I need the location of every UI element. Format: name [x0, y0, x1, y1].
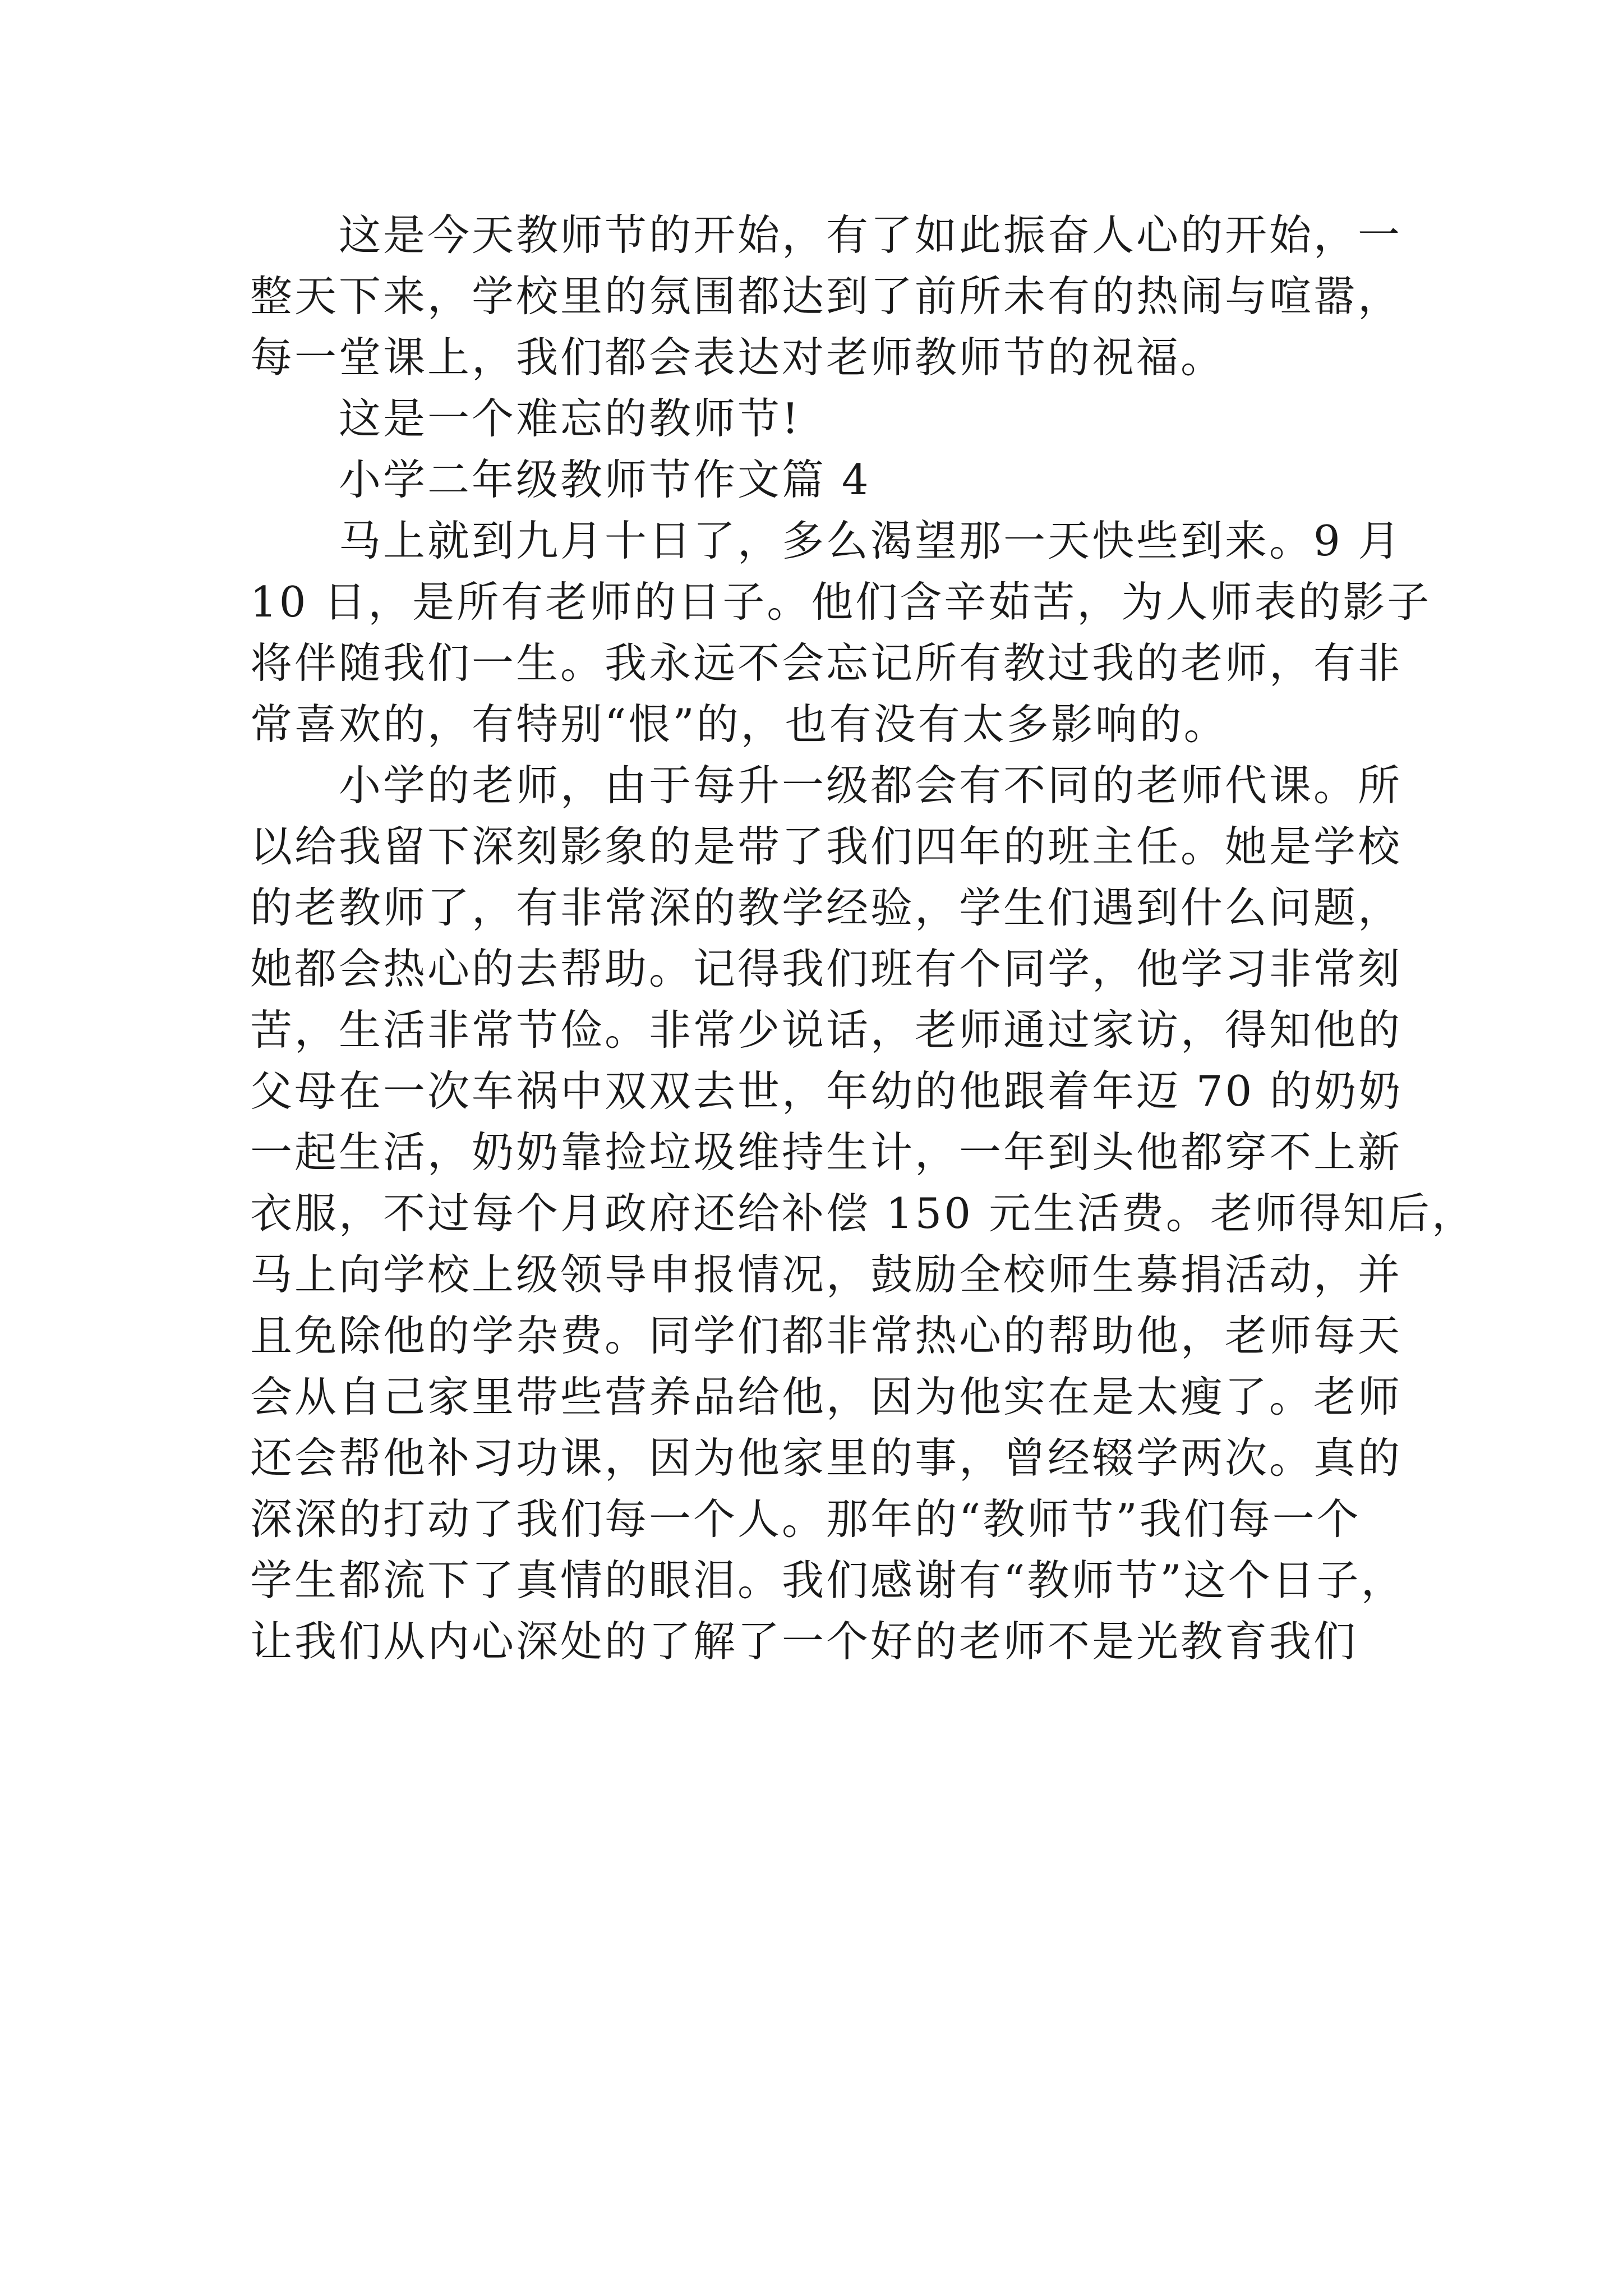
text-line: 父母在一次车祸中双双去世，年幼的他跟着年迈 70 的奶奶 — [250, 1066, 1403, 1116]
text-line: 10 日，是所有老师的日子。他们含辛茹苦，为人师表的影子 — [250, 577, 1432, 627]
essay-body — [250, 205, 1476, 1672]
text-line: 且免除他的学杂费。同学们都非常热心的帮助他，老师每天 — [250, 1311, 1403, 1360]
text-line: 衣服，不过每个月政府还给补偿 150 元生活费。老师得知后， — [250, 1189, 1476, 1238]
text-line: 每一堂课上，我们都会表达对老师教师节的祝福。 — [250, 333, 1225, 382]
text-line: 一起生活，奶奶靠捡垃圾维持生计，一年到头他都穿不上新 — [250, 1128, 1403, 1177]
text-line: 还会帮他补习功课，因为他家里的事，曾经辍学两次。真的 — [250, 1433, 1403, 1483]
text-line: 以给我留下深刻影象的是带了我们四年的班主任。她是学校 — [250, 822, 1403, 871]
text-line: 这是一个难忘的教师节! — [339, 394, 801, 443]
text-line: 深深的打动了我们每一个人。那年的“教师节”我们每一个 — [250, 1494, 1361, 1544]
paragraph-september-tenth — [250, 510, 1432, 755]
text-line: 马上向学校上级领导申报情况，鼓励全校师生募捐活动，并 — [250, 1250, 1403, 1299]
essay-title: 小学二年级教师节作文篇 4 — [339, 455, 871, 504]
paragraph-head-teacher — [250, 755, 1476, 1672]
paragraph-memorable-day — [250, 388, 1372, 449]
text-line: 的老教师了，有非常深的教学经验，学生们遇到什么问题， — [250, 883, 1403, 932]
text-line: 马上就到九月十日了，多么渴望那一天快些到来。9 月 — [339, 516, 1403, 565]
text-line: 将伴随我们一生。我永远不会忘记所有教过我的老师，有非 — [250, 638, 1403, 688]
text-line: 她都会热心的去帮助。记得我们班有个同学，他学习非常刻 — [250, 944, 1403, 993]
text-line: 会从自己家里带些营养品给他，因为他实在是太瘦了。老师 — [250, 1372, 1403, 1421]
text-line: 常喜欢的，有特别“恨”的，也有没有太多影响的。 — [250, 700, 1228, 749]
text-line: 让我们从内心深处的了解了一个好的老师不是光教育我们 — [250, 1617, 1358, 1666]
text-line: 学生都流下了真情的眼泪。我们感谢有“教师节”这个日子， — [250, 1556, 1405, 1605]
text-line: 苦，生活非常节俭。非常少说话，老师通过家访，得知他的 — [250, 1005, 1403, 1055]
text-line: 整天下来，学校里的氛围都达到了前所未有的热闹与喧嚣， — [250, 272, 1403, 321]
paragraph-teachers-day-start — [250, 205, 1403, 388]
text-line: 小学的老师，由于每升一级都会有不同的老师代课。所 — [339, 761, 1403, 810]
section-heading — [250, 449, 1372, 510]
text-line: 这是今天教师节的开始，有了如此振奋人心的开始，一 — [339, 210, 1403, 260]
